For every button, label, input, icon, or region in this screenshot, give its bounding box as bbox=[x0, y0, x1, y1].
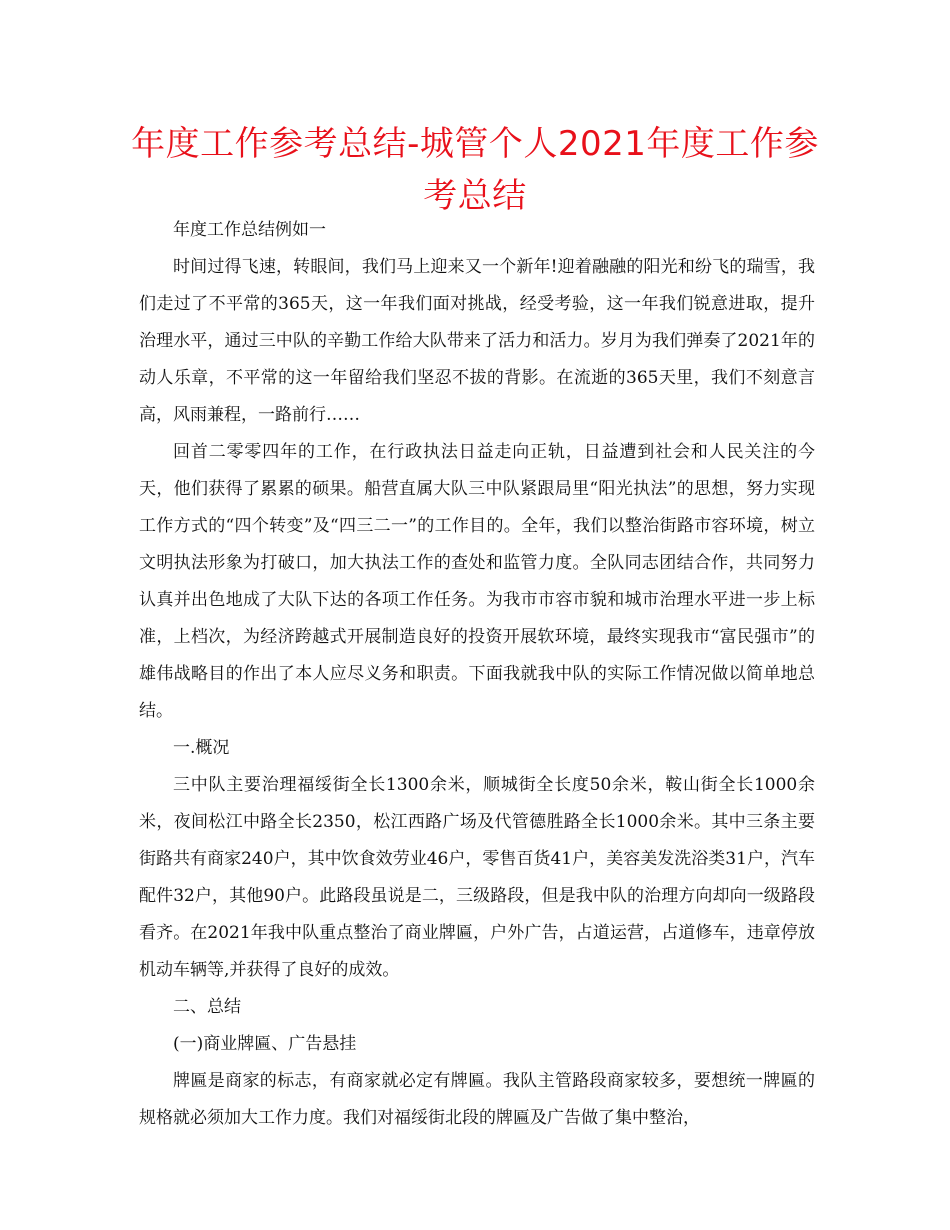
paragraph-signboards: 牌匾是商家的标志，有商家就必定有牌匾。我队主管路段商家较多，要想统一牌匾的规格就必须加大工作力度。我们对福绥街北段的牌匾及广告做了集中整治， bbox=[139, 1071, 815, 1128]
paragraph-review: 回首二零零四年的工作，在行政执法日益走向正轨，日益遭到社会和人民关注的今天，他们获得了累累的硕果。船营直属大队三中队紧跟局里“阳光执法”的思想，努力实现工作方式的“四个转变”及“四三二一”的工作目的。全年，我们以整治街路市容环境，树立文明执法形象为打破口，加大执法工作的查处和监管力度。全队同志团结合作，共同努力认真并出色地成了大队下达的各项工作任务。为我市市容市貌和城市治理水平进一步上标准，上档次，为经济跨越式开展制造良好的投资开展软环境，最终实现我市“富民强市”的雄伟战略目的作出了本人应尽义务和职责。下面我就我中队的实际工作情况做以简单地总结。 bbox=[139, 442, 815, 721]
document-title: 年度工作参考总结-城管个人2021年度工作参考总结 bbox=[131, 124, 819, 216]
section-heading-overview: 一.概况 bbox=[173, 738, 230, 758]
section-heading-summary: 二、总结 bbox=[173, 997, 241, 1017]
section-subtitle: 年度工作总结例如一 bbox=[173, 220, 326, 240]
document-body bbox=[139, 212, 815, 1137]
paragraph-overview: 三中队主要治理福绥街全长1300余米，顺城街全长度50余米，鞍山街全长1000余米，夜间松江中路全长2350，松江西路广场及代管德胜路全长1000余米。其中三条主要街路共有商家240户，其中饮食效劳业46户，零售百货41户，美容美发洗浴类31户，汽车配件32户，其他90户。此路段虽说是二，三级路段，但是我中队的治理方向却向一级路段看齐。在2021年我中队重点整治了商业牌匾，户外广告，占道运营，占道修车，违章停放机动车辆等,并获得了良好的成效。 bbox=[139, 775, 815, 980]
subsection-heading-signboards: (一)商业牌匾、广告悬挂 bbox=[173, 1034, 357, 1054]
paragraph-intro: 时间过得飞速，转眼间，我们马上迎来又一个新年!迎着融融的阳光和纷飞的瑞雪，我们走过了不平常的365天，这一年我们面对挑战，经受考验，这一年我们锐意进取，提升治理水平，通过三中队的辛勤工作给大队带来了活力和活力。岁月为我们弹奏了2021年的动人乐章，不平常的这一年留给我们坚忍不拔的背影。在流逝的365天里，我们不刻意言高，风雨兼程，一路前行…… bbox=[139, 257, 815, 425]
